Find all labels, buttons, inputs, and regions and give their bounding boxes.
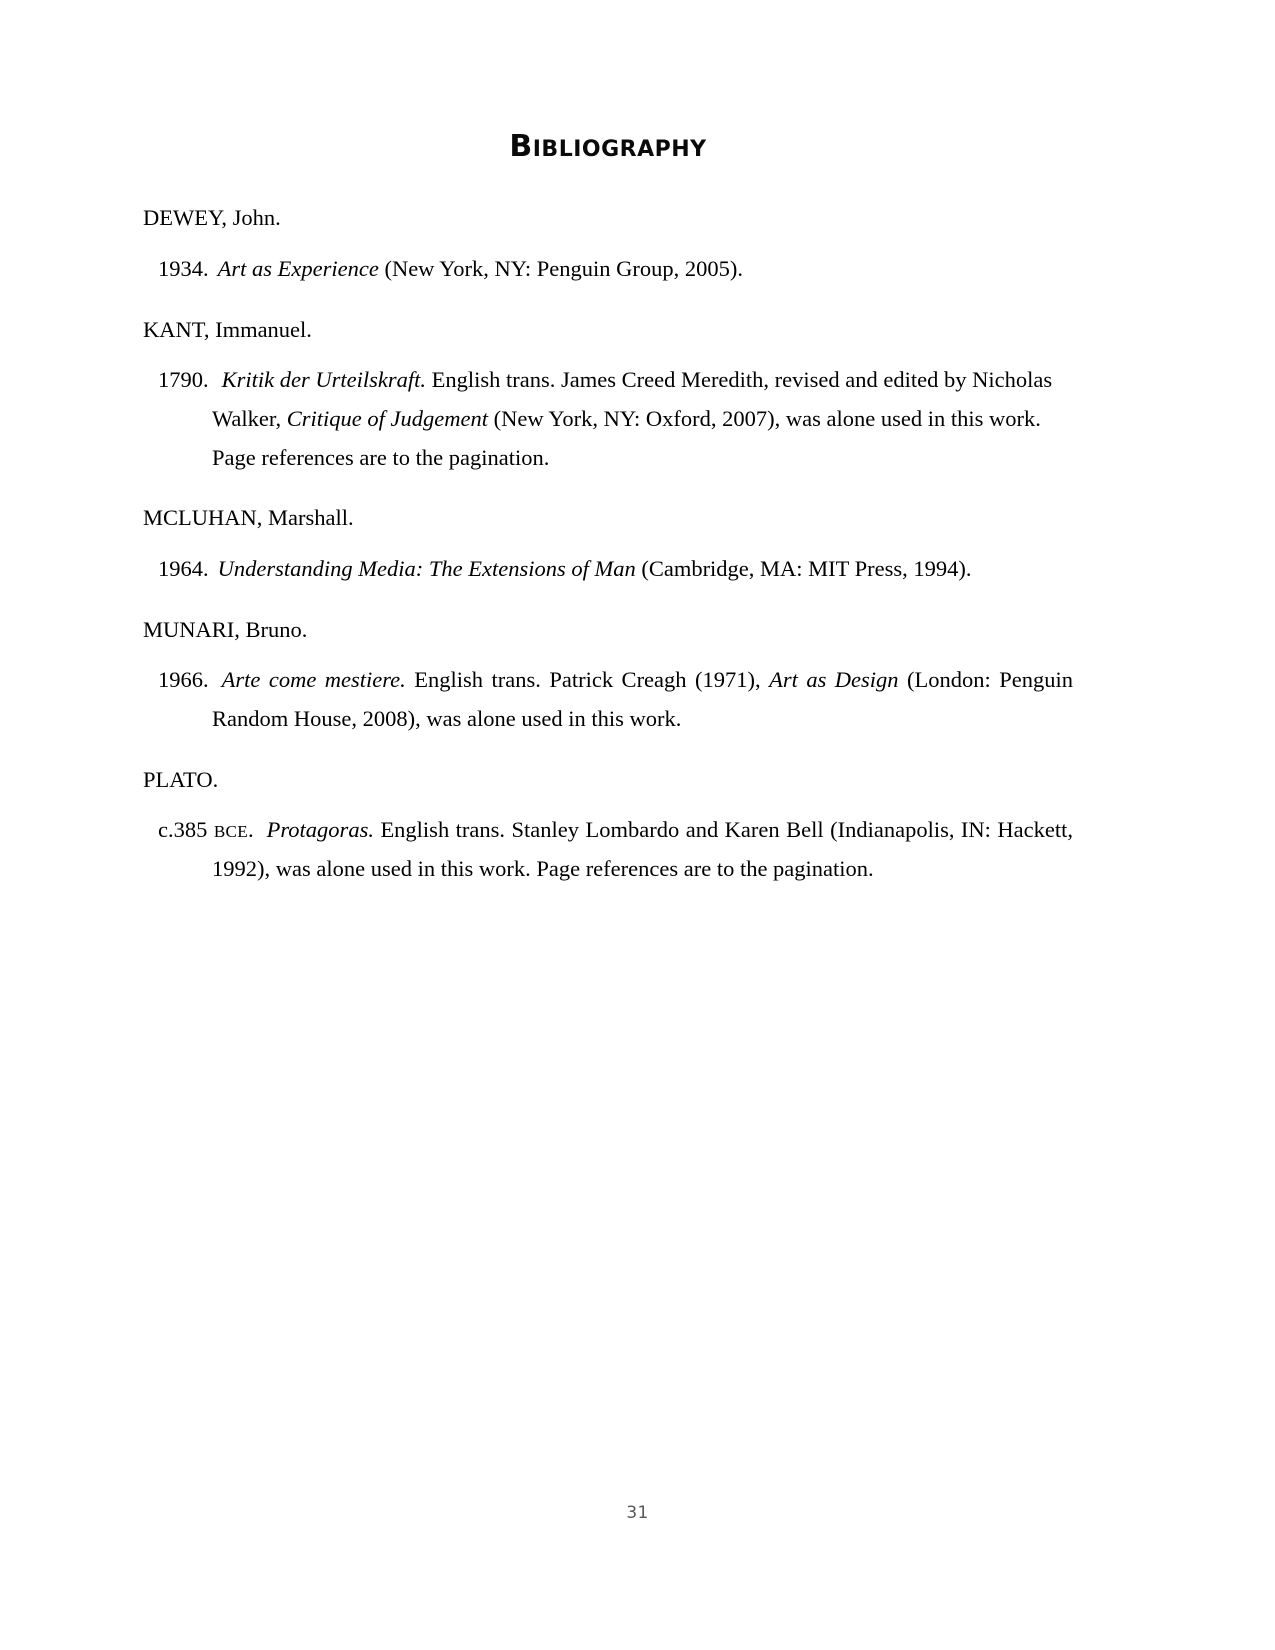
page-number: 31 [626,1503,649,1523]
entry-work-title: Understanding Media: The Extensions of Man [217,555,636,581]
bibliography-entry [143,248,1073,301]
bibliography-group-kant [143,301,1073,490]
bibliography-entry [143,359,1073,489]
entry-year-era: BCE [213,822,249,842]
entry-year-value: c.385 [158,817,208,843]
bibliography-entry [143,548,1073,601]
entry-year: 1934. [158,255,209,281]
author-name: PLATO. [143,766,219,792]
entry-translation-note: English trans. Patrick Creagh (1971), [405,667,770,693]
page-title-rest: IBLIOGRAPHY [532,137,707,162]
entry-work-title: Protagoras. [266,817,374,843]
bibliography-entry [143,659,1073,750]
page-title-first-letter: B [509,129,533,164]
bibliography-group-munari [143,601,1073,751]
bibliography-group-plato [143,751,1073,901]
entry-work-title-translated: Art as Design [769,667,899,693]
entry-publication-details: (London: Penguin Random House, 2008), was alone used in this work. [212,667,1073,731]
entry-work-title: Kritik der Urteilskraft. [221,367,426,393]
entry-year: 1790. [158,367,209,393]
entry-year: 1964. [158,555,209,581]
entry-year: 1966. [158,667,209,693]
entry-publication-details: English trans. Stanley Lombardo and Karen Bell (Indianapolis, IN: Hackett, 1992), was alone used in this work. Page references are to the pagination. [212,817,1073,881]
entry-year-suffix: . [248,817,254,843]
author-name: KANT, Immanuel. [143,316,312,342]
bibliography-content [143,128,1073,901]
bibliography-entry [143,809,1073,900]
page-title [143,128,1073,163]
author-name: MCLUHAN, Marshall. [143,505,354,531]
entry-translation-note: English trans. James Creed Meredith, revised and edited by Nicholas Walker, [212,367,1053,431]
entry-year [158,817,254,842]
entry-publication-details: (New York, NY: Penguin Group, 2005). [378,255,744,281]
bibliography-group-mcluhan [143,489,1073,600]
entry-publication-details: (Cambridge, MA: MIT Press, 1994). [635,555,972,581]
bibliography-group-dewey [143,189,1073,300]
entry-publication-details: (New York, NY: Oxford, 2007), was alone used in this work. Page references are to the pagination. [212,405,1041,470]
entry-work-title-translated: Critique of Judgement [286,405,488,431]
author-name: MUNARI, Bruno. [143,616,308,642]
author-name: DEWEY, John. [143,205,281,231]
entry-work-title: Arte come mestiere. [221,667,406,693]
entry-work-title: Art as Experience [217,255,379,281]
